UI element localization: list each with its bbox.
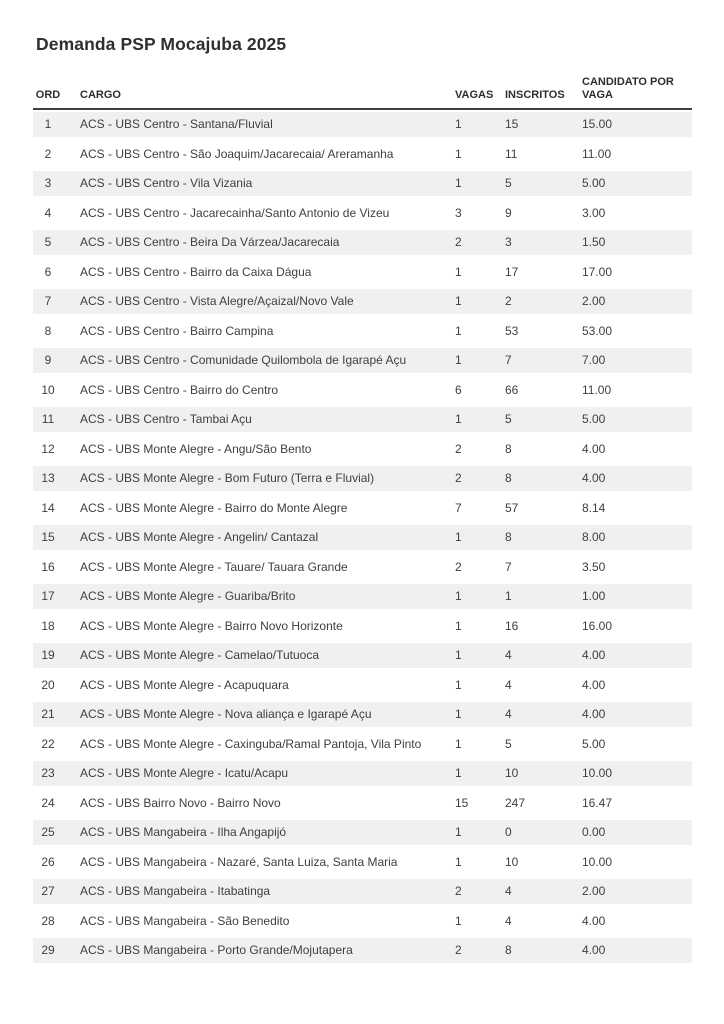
cargo-cell: ACS - UBS Monte Alegre - Angelin/ Cantazal	[80, 530, 319, 544]
table-row	[33, 613, 692, 638]
table-row	[33, 790, 692, 815]
ord-cell: 16	[41, 559, 55, 574]
inscritos-cell: 8	[505, 530, 512, 544]
candidato-por-vaga-cell: 5.00	[582, 412, 606, 426]
vagas-cell: 1	[455, 736, 462, 751]
ord-cell: 28	[41, 913, 55, 928]
table-row	[33, 200, 692, 225]
candidato-por-vaga-cell: 10.00	[582, 854, 613, 869]
cargo-cell: ACS - UBS Monte Alegre - Bom Futuro (Terra e Fluvial)	[80, 471, 375, 485]
inscritos-cell: 247	[505, 795, 526, 810]
inscritos-cell: 5	[505, 176, 512, 190]
inscritos-cell: 5	[505, 736, 512, 751]
ord-cell: 8	[44, 323, 52, 338]
table-row	[33, 112, 692, 137]
table-row	[33, 259, 692, 284]
inscritos-cell: 2	[505, 294, 512, 308]
column-header-ord: ORD	[35, 88, 61, 101]
vagas-cell: 1	[455, 117, 462, 131]
candidato-por-vaga-cell: 2.00	[582, 884, 606, 898]
candidato-por-vaga-cell: 16.00	[582, 618, 613, 633]
ord-cell: 12	[41, 441, 55, 456]
inscritos-cell: 16	[505, 618, 519, 633]
vagas-cell: 1	[455, 913, 462, 928]
cargo-cell: ACS - UBS Monte Alegre - Camelao/Tutuoca	[80, 648, 319, 662]
table-row	[33, 230, 692, 255]
vagas-cell: 1	[455, 530, 462, 544]
table-row	[33, 466, 692, 491]
cargo-cell: ACS - UBS Monte Alegre - Bairro Novo Horizonte	[80, 618, 343, 633]
inscritos-cell: 4	[505, 707, 512, 721]
inscritos-cell: 0	[505, 825, 512, 839]
ord-cell: 2	[44, 146, 52, 161]
table-row	[33, 348, 692, 373]
ord-cell: 22	[41, 736, 55, 751]
ord-cell: 26	[41, 854, 55, 869]
cargo-cell: ACS - UBS Monte Alegre - Guariba/Brito	[80, 589, 296, 603]
table-row	[33, 525, 692, 550]
column-header-cargo: CARGO	[80, 88, 121, 101]
ord-cell: 19	[41, 648, 55, 662]
vagas-cell: 1	[455, 825, 462, 839]
vagas-cell: 3	[455, 205, 462, 220]
cargo-cell: ACS - UBS Monte Alegre - Tauare/ Tauara Grande	[80, 559, 348, 574]
cargo-cell: ACS - UBS Centro - Comunidade Quilombola de Igarapé Açu	[80, 353, 407, 367]
cargo-cell: ACS - UBS Centro - São Joaquim/Jacarecaia/ Areramanha	[80, 146, 394, 161]
ord-cell: 18	[41, 618, 55, 633]
ord-cell: 27	[41, 884, 55, 898]
inscritos-cell: 4	[505, 913, 512, 928]
candidato-por-vaga-cell: 4.00	[582, 707, 606, 721]
cargo-cell: ACS - UBS Mangabeira - Nazaré, Santa Luiza, Santa Maria	[80, 854, 398, 869]
ord-cell: 24	[41, 795, 55, 810]
candidato-por-vaga-cell: 10.00	[582, 766, 613, 780]
cargo-cell: ACS - UBS Centro - Bairro da Caixa Dágua	[80, 264, 312, 279]
candidato-por-vaga-cell: 4.00	[582, 677, 606, 692]
inscritos-cell: 8	[505, 943, 512, 957]
vagas-cell: 1	[455, 618, 462, 633]
cargo-cell: ACS - UBS Monte Alegre - Bairro do Monte Alegre	[80, 500, 348, 515]
column-header-candidato-por-vaga: CANDIDATO POR VAGA	[582, 75, 674, 101]
vagas-cell: 1	[455, 707, 462, 721]
candidato-por-vaga-cell: 2.00	[582, 294, 606, 308]
candidato-por-vaga-cell: 5.00	[582, 176, 606, 190]
ord-cell: 3	[44, 176, 52, 190]
candidato-por-vaga-cell: 11.00	[582, 382, 612, 397]
table-row	[33, 289, 692, 314]
cargo-cell: ACS - UBS Centro - Jacarecainha/Santo Antonio de Vizeu	[80, 205, 390, 220]
vagas-cell: 7	[455, 500, 462, 515]
ord-cell: 9	[44, 353, 52, 367]
vagas-cell: 1	[455, 353, 462, 367]
table-row	[33, 407, 692, 432]
candidato-por-vaga-cell: 8.00	[582, 530, 606, 544]
ord-cell: 1	[44, 117, 52, 131]
table-row	[33, 584, 692, 609]
inscritos-cell: 5	[505, 412, 512, 426]
vagas-cell: 1	[455, 412, 462, 426]
inscritos-cell: 66	[505, 382, 519, 397]
cargo-cell: ACS - UBS Centro - Vila Vizania	[80, 176, 253, 190]
ord-cell: 17	[41, 589, 55, 603]
cargo-cell: ACS - UBS Centro - Santana/Fluvial	[80, 117, 273, 131]
table-rows	[33, 112, 692, 963]
cargo-cell: ACS - UBS Centro - Vista Alegre/Açaizal/Novo Vale	[80, 294, 354, 308]
ord-cell: 5	[44, 235, 52, 249]
cargo-cell: ACS - UBS Monte Alegre - Caxinguba/Ramal Pantoja, Vila Pinto	[80, 736, 422, 751]
ord-cell: 11	[41, 412, 55, 426]
table-row	[33, 377, 692, 402]
candidato-por-vaga-cell: 7.00	[582, 353, 606, 367]
column-header-vagas: VAGAS	[455, 88, 494, 101]
ord-cell: 13	[41, 471, 55, 485]
candidato-por-vaga-cell: 3.50	[582, 559, 606, 574]
vagas-cell: 1	[455, 766, 462, 780]
ord-cell: 7	[44, 294, 52, 308]
cargo-cell: ACS - UBS Mangabeira - São Benedito	[80, 913, 290, 928]
vagas-cell: 1	[455, 146, 462, 161]
inscritos-cell: 8	[505, 471, 512, 485]
candidato-por-vaga-cell: 8.14	[582, 500, 606, 515]
cargo-cell: ACS - UBS Bairro Novo - Bairro Novo	[80, 795, 281, 810]
inscritos-cell: 8	[505, 441, 512, 456]
inscritos-cell: 4	[505, 677, 512, 692]
inscritos-cell: 17	[505, 264, 519, 279]
table-row	[33, 879, 692, 904]
ord-cell: 20	[41, 677, 55, 692]
inscritos-cell: 53	[505, 323, 519, 338]
cargo-cell: ACS - UBS Mangabeira - Porto Grande/Mojutapera	[80, 943, 353, 957]
table-row	[33, 318, 692, 343]
table-row	[33, 938, 692, 963]
vagas-cell: 1	[455, 648, 462, 662]
candidato-por-vaga-cell: 4.00	[582, 441, 606, 456]
table-row	[33, 495, 692, 520]
vagas-cell: 2	[455, 884, 462, 898]
ord-cell: 14	[41, 500, 55, 515]
vagas-cell: 2	[455, 559, 462, 574]
ord-cell: 23	[41, 766, 55, 780]
inscritos-cell: 15	[505, 117, 519, 131]
inscritos-cell: 7	[505, 353, 512, 367]
page-title: Demanda PSP Mocajuba 2025	[36, 34, 287, 54]
table-row	[33, 908, 692, 933]
vagas-cell: 1	[455, 323, 462, 338]
inscritos-cell: 10	[505, 854, 519, 869]
candidato-por-vaga-cell: 4.00	[582, 471, 606, 485]
vagas-cell: 6	[455, 382, 462, 397]
vagas-cell: 2	[455, 235, 462, 249]
demand-table	[33, 70, 692, 967]
inscritos-cell: 57	[505, 500, 519, 515]
candidato-por-vaga-cell: 11.00	[582, 146, 612, 161]
cargo-cell: ACS - UBS Monte Alegre - Acapuquara	[80, 677, 289, 692]
vagas-cell: 1	[455, 589, 462, 603]
candidato-por-vaga-cell: 53.00	[582, 323, 613, 338]
ord-cell: 21	[41, 707, 55, 721]
vagas-cell: 1	[455, 176, 462, 190]
ord-cell: 10	[41, 382, 55, 397]
vagas-cell: 1	[455, 294, 462, 308]
candidato-por-vaga-cell: 4.00	[582, 648, 606, 662]
candidato-por-vaga-cell: 16.47	[582, 795, 613, 810]
inscritos-cell: 11	[505, 146, 518, 161]
column-header-inscritos: INSCRITOS	[505, 88, 565, 101]
vagas-cell: 1	[455, 264, 462, 279]
table-row	[33, 849, 692, 874]
inscritos-cell: 3	[505, 235, 512, 249]
table-row	[33, 731, 692, 756]
cargo-cell: ACS - UBS Mangabeira - Itabatinga	[80, 884, 271, 898]
table-row	[33, 171, 692, 196]
cargo-cell: ACS - UBS Centro - Bairro Campina	[80, 323, 274, 338]
ord-cell: 29	[41, 943, 55, 957]
table-row	[33, 702, 692, 727]
candidato-por-vaga-cell: 4.00	[582, 913, 606, 928]
table-row	[33, 643, 692, 668]
cargo-cell: ACS - UBS Monte Alegre - Icatu/Acapu	[80, 766, 289, 780]
inscritos-cell: 10	[505, 766, 519, 780]
cargo-cell: ACS - UBS Centro - Tambai Açu	[80, 412, 252, 426]
candidato-por-vaga-cell: 15.00	[582, 117, 613, 131]
candidato-por-vaga-cell: 4.00	[582, 943, 606, 957]
table-row	[33, 820, 692, 845]
inscritos-cell: 4	[505, 884, 512, 898]
vagas-cell: 2	[455, 943, 462, 957]
vagas-cell: 2	[455, 471, 462, 485]
cargo-cell: ACS - UBS Monte Alegre - Angu/São Bento	[80, 441, 312, 456]
table-row	[33, 141, 692, 166]
vagas-cell: 2	[455, 441, 462, 456]
table-row	[33, 761, 692, 786]
cargo-cell: ACS - UBS Centro - Bairro do Centro	[80, 382, 279, 397]
vagas-cell: 1	[455, 854, 462, 869]
inscritos-cell: 1	[505, 589, 512, 603]
table-row	[33, 554, 692, 579]
inscritos-cell: 7	[505, 559, 512, 574]
cargo-cell: ACS - UBS Mangabeira - Ilha Angapijó	[80, 825, 287, 839]
table-row	[33, 436, 692, 461]
ord-cell: 25	[41, 825, 55, 839]
table-row	[33, 672, 692, 697]
candidato-por-vaga-cell: 0.00	[582, 825, 606, 839]
candidato-por-vaga-cell: 3.00	[582, 205, 606, 220]
ord-cell: 15	[41, 530, 55, 544]
cargo-cell: ACS - UBS Centro - Beira Da Várzea/Jacarecaia	[80, 235, 340, 249]
inscritos-cell: 4	[505, 648, 512, 662]
table-header-row	[33, 70, 692, 110]
candidato-por-vaga-cell: 17.00	[582, 264, 613, 279]
candidato-por-vaga-cell: 1.00	[582, 589, 606, 603]
vagas-cell: 1	[455, 677, 462, 692]
candidato-por-vaga-cell: 5.00	[582, 736, 606, 751]
inscritos-cell: 9	[505, 205, 512, 220]
ord-cell: 6	[44, 264, 52, 279]
vagas-cell: 15	[455, 795, 469, 810]
cargo-cell: ACS - UBS Monte Alegre - Nova aliança e Igarapé Açu	[80, 707, 372, 721]
ord-cell: 4	[44, 205, 52, 220]
candidato-por-vaga-cell: 1.50	[582, 235, 606, 249]
